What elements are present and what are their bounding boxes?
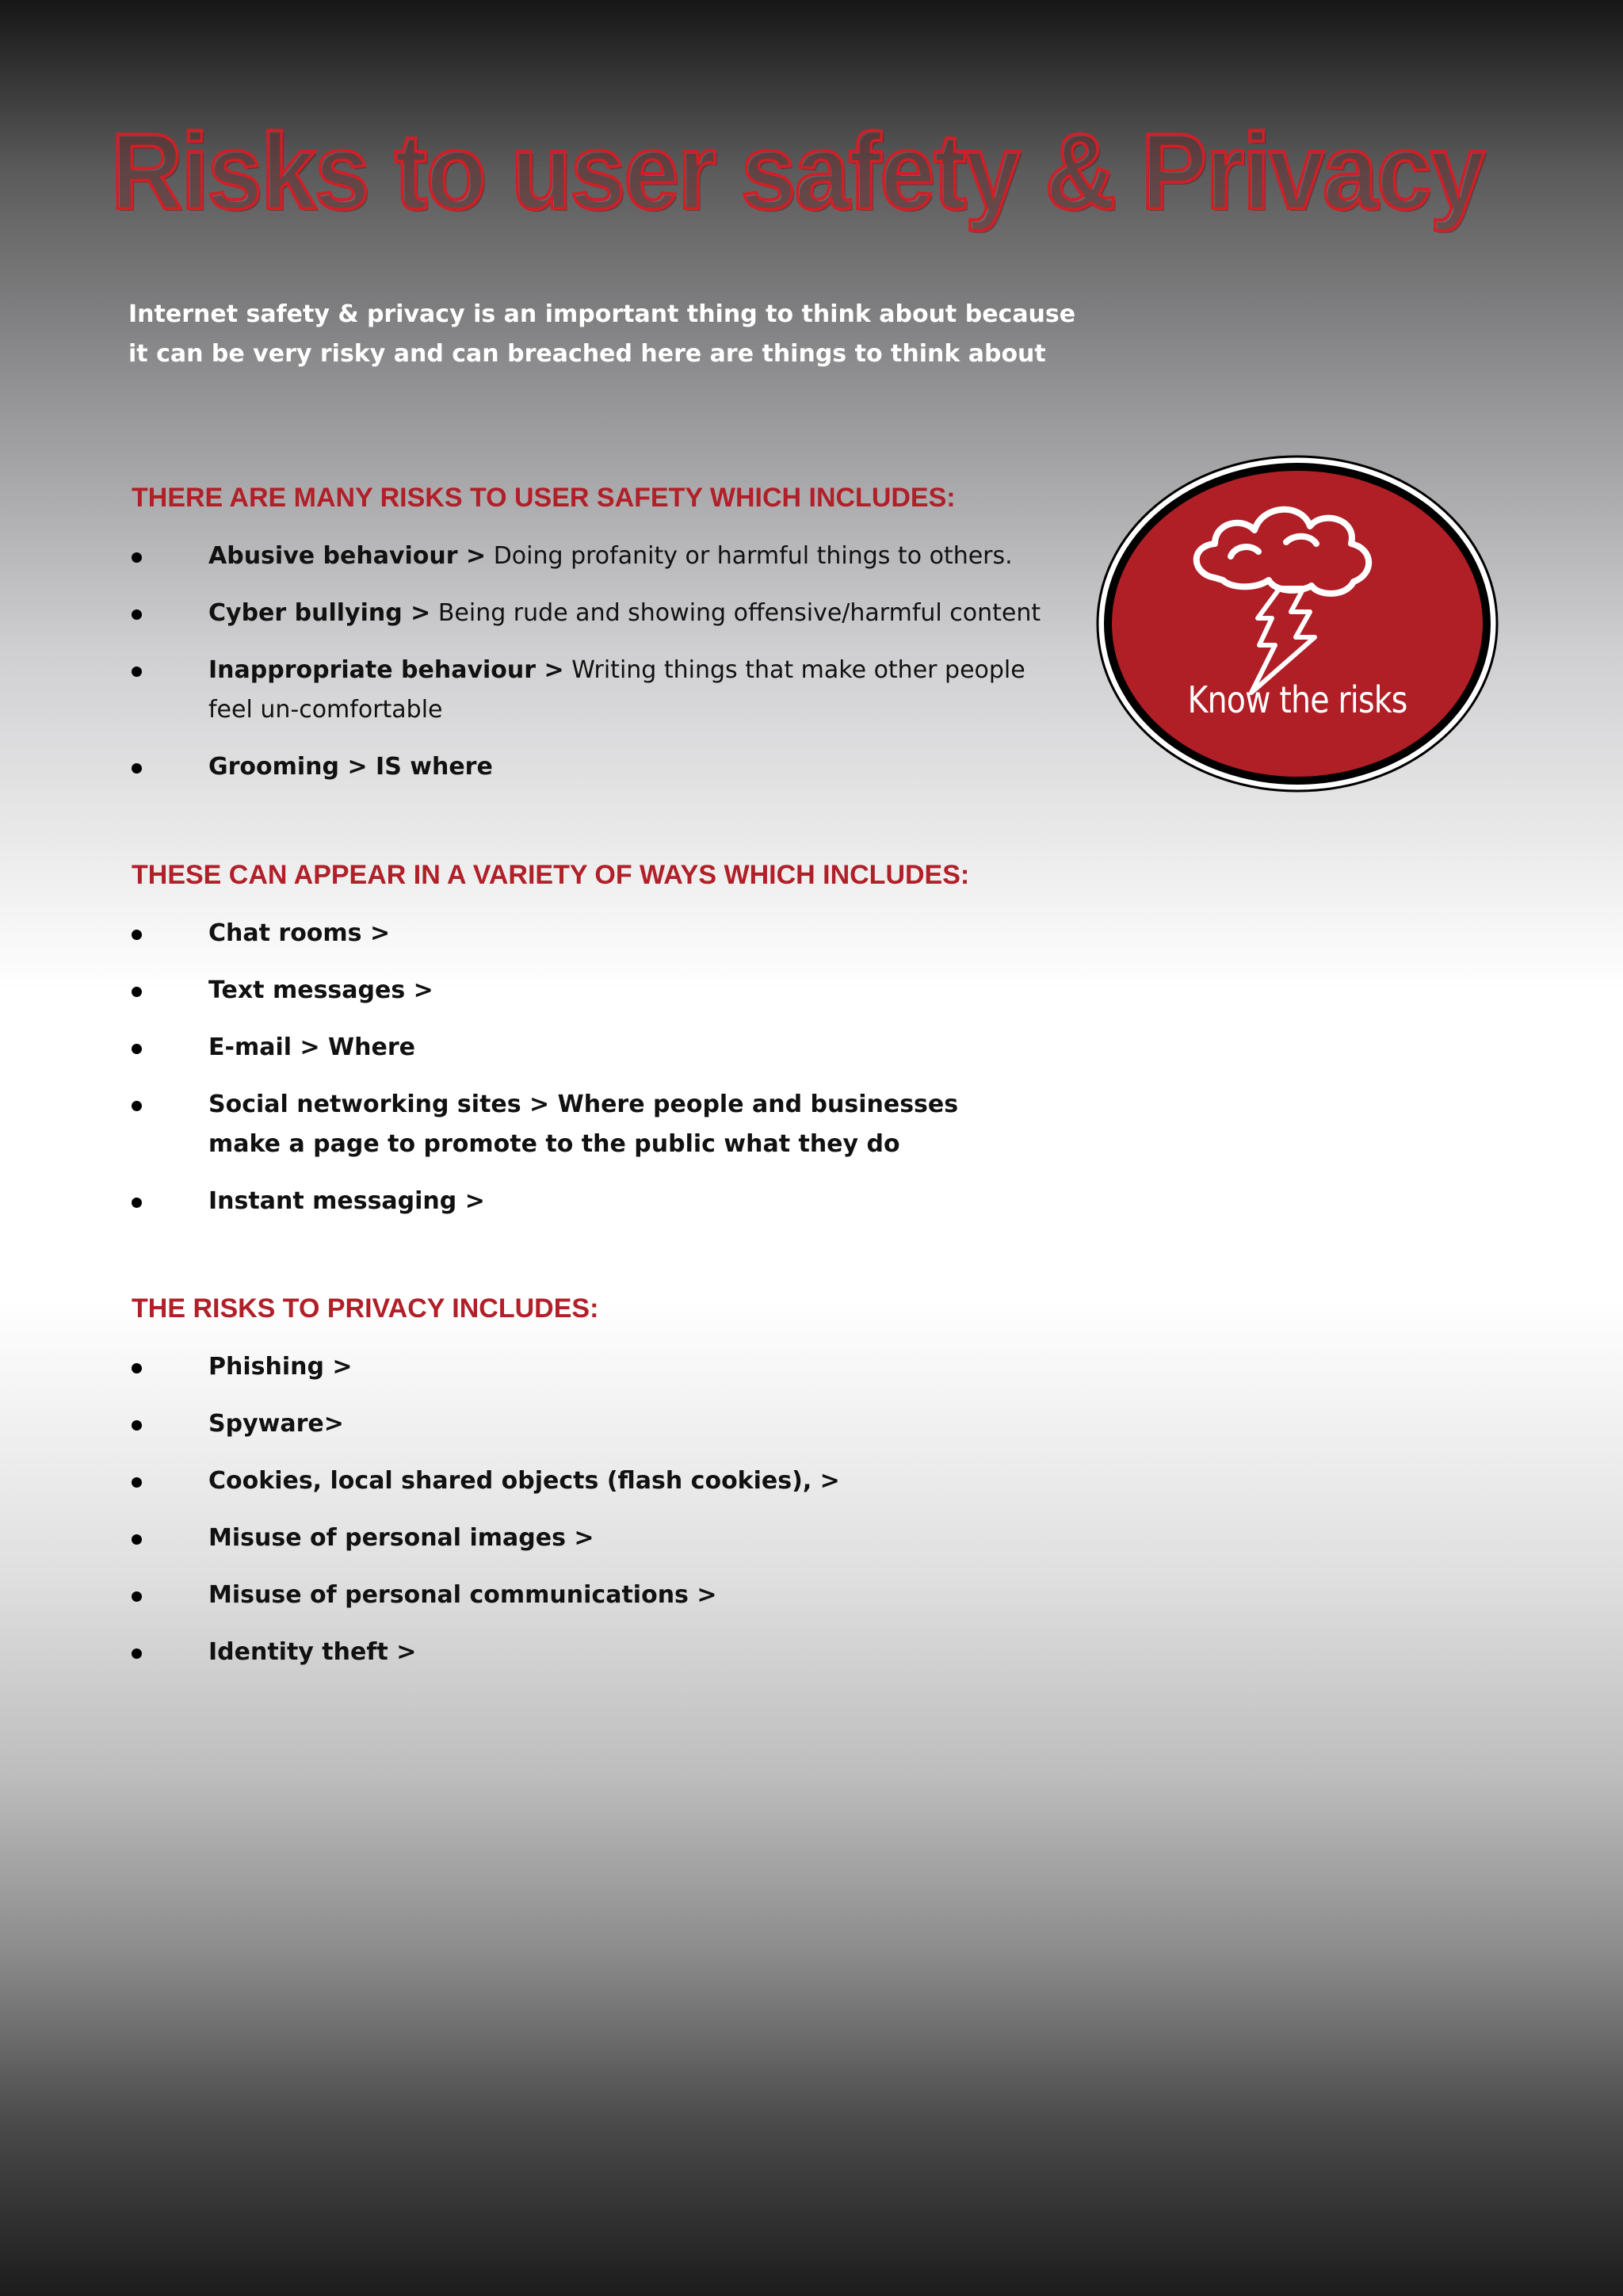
bullet-icon bbox=[132, 1420, 142, 1431]
bullet-icon bbox=[132, 930, 142, 940]
item-term: Chat rooms > bbox=[208, 919, 391, 947]
bullet-icon bbox=[132, 552, 142, 563]
item-term: Misuse of personal images > bbox=[208, 1524, 594, 1552]
list-item bbox=[0, 594, 1109, 633]
section-heading-ways: THESE CAN APPEAR IN A VARIETY OF WAYS WHICH INCLUDES: bbox=[132, 860, 970, 890]
list-item bbox=[0, 914, 1109, 953]
bullet-icon bbox=[132, 763, 142, 774]
privacy-risks-list bbox=[0, 1347, 1109, 1690]
item-term: Social networking sites > Where people and businesses make a page to promote to the public what they do bbox=[208, 1091, 959, 1158]
list-item bbox=[0, 1519, 1109, 1558]
section-heading-privacy-risks: THE RISKS TO PRIVACY INCLUDES: bbox=[132, 1293, 599, 1324]
bullet-icon bbox=[132, 1044, 142, 1054]
item-term: Spyware> bbox=[208, 1410, 344, 1438]
bullet-icon bbox=[132, 1363, 142, 1373]
list-item bbox=[0, 1182, 1109, 1221]
badge-label: Know the risks bbox=[1187, 678, 1407, 721]
bullet-icon bbox=[132, 987, 142, 997]
intro-line: it can be very risky and can breached here are things to think about bbox=[128, 340, 1046, 368]
item-term: Misuse of personal communications > bbox=[208, 1581, 717, 1609]
item-term: Text messages > bbox=[208, 976, 433, 1004]
item-term: Grooming > IS where bbox=[208, 753, 493, 781]
bullet-icon bbox=[132, 1534, 142, 1545]
bullet-icon bbox=[132, 1648, 142, 1659]
bullet-icon bbox=[132, 1591, 142, 1602]
list-item bbox=[0, 1633, 1109, 1672]
list-item bbox=[0, 1028, 1109, 1068]
item-term: Cyber bullying > bbox=[208, 599, 431, 627]
bullet-icon bbox=[132, 1477, 142, 1488]
intro-line: Internet safety & privacy is an important thing to think about because bbox=[128, 300, 1076, 328]
item-description: Writing things that make other people feel un-comfortable bbox=[208, 656, 1025, 724]
bullet-icon bbox=[132, 1198, 142, 1208]
item-description: Being rude and showing offensive/harmful content bbox=[430, 599, 1041, 627]
list-item bbox=[0, 1576, 1109, 1615]
item-term: Identity theft > bbox=[208, 1638, 417, 1666]
item-term: Phishing > bbox=[208, 1353, 353, 1381]
section-heading-safety-risks: THERE ARE MANY RISKS TO USER SAFETY WHICH INCLUDES: bbox=[132, 483, 956, 513]
bullet-icon bbox=[132, 609, 142, 620]
list-item bbox=[0, 1347, 1109, 1387]
list-item bbox=[0, 971, 1109, 1010]
list-item bbox=[0, 1085, 1109, 1164]
item-term: Instant messaging > bbox=[208, 1187, 485, 1215]
list-item bbox=[0, 651, 1109, 730]
safety-risks-list bbox=[0, 537, 1109, 804]
item-term: Abusive behaviour > bbox=[208, 542, 487, 570]
item-term: Inappropriate behaviour > bbox=[208, 656, 564, 684]
list-item bbox=[0, 1404, 1109, 1444]
know-the-risks-badge bbox=[1096, 455, 1499, 793]
intro-paragraph bbox=[128, 295, 1079, 374]
list-item bbox=[0, 537, 1109, 576]
list-item bbox=[0, 747, 1109, 787]
storm-cloud-lightning-icon bbox=[1096, 455, 1499, 793]
bullet-icon bbox=[132, 1101, 142, 1111]
item-term: Cookies, local shared objects (flash cookies), > bbox=[208, 1467, 840, 1495]
item-term: E-mail > Where bbox=[208, 1033, 415, 1061]
list-item bbox=[0, 1461, 1109, 1501]
item-description: Doing profanity or harmful things to others. bbox=[486, 542, 1013, 570]
bullet-icon bbox=[132, 667, 142, 677]
ways-list bbox=[0, 914, 1109, 1239]
page-title: Risks to user safety & Privacy bbox=[111, 111, 1484, 231]
